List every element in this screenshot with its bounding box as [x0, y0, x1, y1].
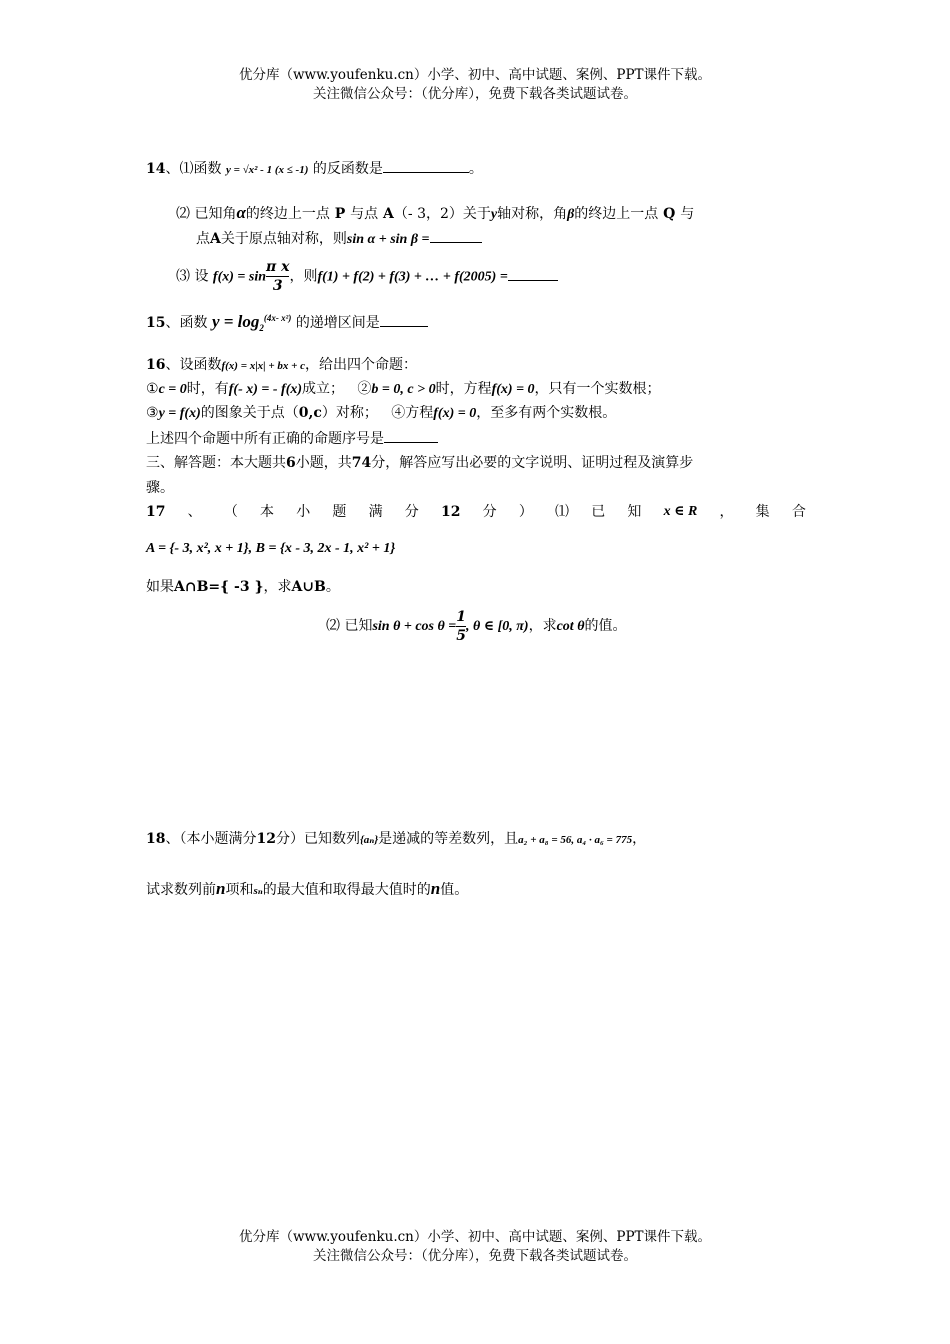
- q16-stem: 16、设函数f(x) = x|x| + bx + c，给出四个命题：: [146, 357, 418, 373]
- q14-part2: ⑵ 已知角α的终边上一点 P 与点 A（- 3，2）关于y轴对称，角β的终边上一点 Q 与: [176, 203, 695, 222]
- header-line-1: 优分库（www.youfenku.cn）小学、初中、高中试题、案例、PPT课件下载。: [238, 67, 712, 83]
- header-line-2: 关注微信公众号：（优分库），免费下载各类试题试卷。: [313, 86, 637, 102]
- q17-condition: 如果A∩B={ -3 }，求A∪B。: [146, 579, 340, 595]
- q17-sets: [146, 538, 395, 559]
- q16-claims-3-4: ③y = f(x)的图象关于点（0,c）对称； ④方程f(x) = 0，至多有两个实数根。: [146, 405, 617, 421]
- q17-heading: 17 、 （ 本 小 题 满 分 12 分 ） ⑴ 已 知 x ∈ R ， 集 合: [146, 504, 806, 520]
- q17-fraction: $\frac{1}{5}$: [456, 608, 466, 644]
- q14-answer-blank: [383, 158, 469, 173]
- q17-sets-formula: A = {- 3, x², x + 1}, B = {x - 3, 2x - 1, x² + 1}: [146, 541, 396, 556]
- q18-stem: 18、（本小题满分12分）已知数列{aₙ}是递减的等差数列，且a₂ + a₈ = 56, a₄ · a₆ = 775，: [146, 831, 647, 847]
- q17-part2: ⑵ 已知sin θ + cos θ = $\frac{1}{5}$ , θ ∈ [0, π)，求cot θ的值。: [326, 608, 627, 644]
- q14-sin-formula: sin α + sin β =: [346, 232, 430, 247]
- q15: 15、函数 $y = \log_2^{(4x- x^2)}$ 的递增区间是: [146, 312, 428, 334]
- q14-formula: y = √x² - 1 (x ≤ -1): [225, 164, 309, 176]
- q15-formula: y = log: [211, 312, 260, 331]
- page-footer: [0, 1228, 950, 1266]
- q16-ask: 上述四个命题中所有正确的命题序号是: [146, 428, 438, 449]
- q14-part2-blank: [430, 228, 482, 243]
- q18-ask: 试求数列前n项和sₙ的最大值和取得最大值时的n值。: [146, 879, 469, 898]
- q14-part3: ⑶ 设 f(x) = sin $\frac{\text{π x}}{3}$ ，则f(1) + f(2) + f(3) + … + f(2005) =: [176, 258, 558, 296]
- section3-intro-cont: 骤。: [146, 480, 174, 496]
- q18-number: 18: [146, 831, 166, 847]
- q14-part2-line2: 点A关于原点轴对称，则sin α + sin β =: [196, 228, 482, 250]
- page-header: [0, 66, 950, 104]
- q15-answer-blank: [380, 312, 428, 327]
- q14-part1: 14、⑴函数 y = √x² - 1 (x ≤ -1) 的反函数是 。: [146, 158, 483, 180]
- q18-formula: a₂ + a₈ = 56, a₄ · a₆ = 775: [518, 834, 633, 846]
- q16-number: 16: [146, 357, 166, 373]
- section3-intro: 三、解答题：本大题共6小题，共74分，解答应写出必要的文字说明、证明过程及演算步: [146, 455, 694, 471]
- q14-number: 14: [146, 161, 166, 177]
- q16-claims-1-2: ①c = 0时，有f(- x) = - f(x)成立； ②b = 0, c > 0时，方程f(x) = 0，只有一个实数根；: [146, 381, 661, 397]
- footer-line-2: 关注微信公众号：（优分库），免费下载各类试题试卷。: [313, 1248, 637, 1264]
- q16-answer-blank: [384, 428, 438, 443]
- q15-number: 15: [146, 315, 166, 331]
- q14-sum-formula: f(1) + f(2) + f(3) + … + f(2005) =: [317, 269, 508, 285]
- footer-line-1: 优分库（www.youfenku.cn）小学、初中、高中试题、案例、PPT课件下载。: [238, 1229, 712, 1245]
- q16-formula: f(x) = x|x| + bx + c: [221, 360, 306, 372]
- q14-part3-blank: [508, 266, 558, 281]
- q14-fraction: $\frac{\text{π x}}{3}$: [266, 259, 290, 294]
